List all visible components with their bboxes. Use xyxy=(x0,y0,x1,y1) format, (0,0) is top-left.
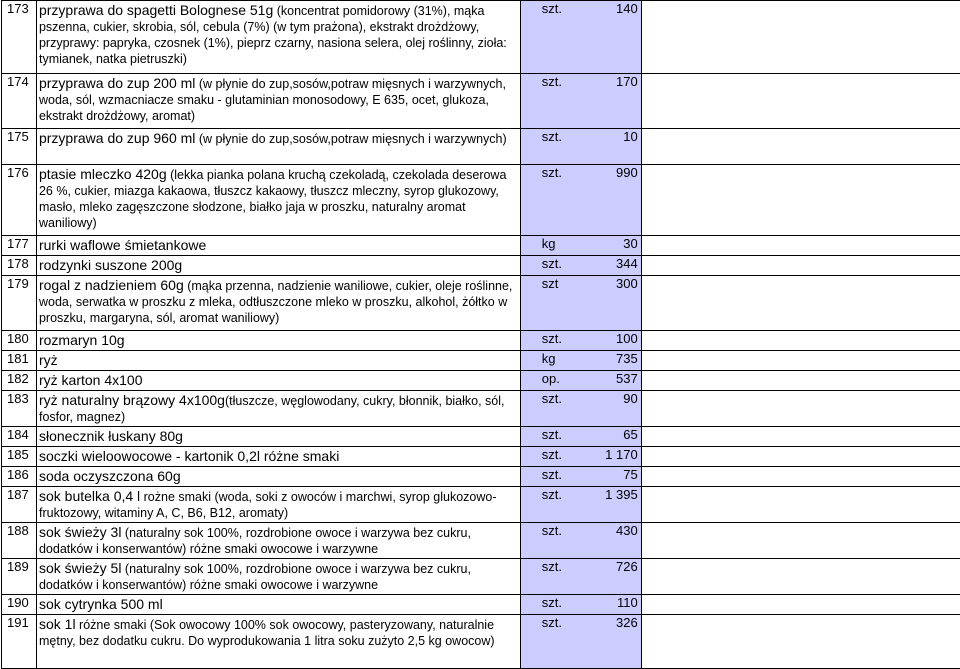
empty-cell xyxy=(641,129,960,165)
product-details: rożne smaki (woda, soki z owoców i marchwi, syrop glukozowo-fruktozowy, witaminy A, C, B6, B12, aromaty) xyxy=(39,490,497,520)
product-name: rurki waflowe śmietankowe xyxy=(39,237,206,253)
product-description xyxy=(36,559,520,595)
row-number: 189 xyxy=(2,559,37,595)
unit: szt. xyxy=(542,1,562,17)
empty-cell xyxy=(641,371,960,391)
quantity: 344 xyxy=(616,256,638,272)
unit: szt. xyxy=(542,523,562,539)
quantity: 735 xyxy=(616,351,638,367)
product-description xyxy=(36,256,520,276)
product-name: sok świeży 5l xyxy=(39,560,121,576)
product-name: rogal z nadzieniem 60g xyxy=(39,277,184,293)
product-name: rozmaryn 10g xyxy=(39,332,125,348)
unit-cell xyxy=(520,391,641,427)
product-details: (tłuszcze, węglowodany, cukry, błonnik, białko, sól, fosfor, magnez) xyxy=(39,394,505,424)
unit-cell xyxy=(520,129,641,165)
product-name: soczki wieloowocowe - kartonik 0,2l różne smaki xyxy=(39,448,339,464)
product-description xyxy=(36,487,520,523)
unit-cell xyxy=(520,276,641,331)
unit-cell xyxy=(520,447,641,467)
table-row xyxy=(2,487,960,523)
table-row xyxy=(2,1,960,74)
product-name: sok cytrynka 500 ml xyxy=(39,596,163,612)
product-description xyxy=(36,391,520,427)
empty-cell xyxy=(641,331,960,351)
row-number: 177 xyxy=(2,236,37,256)
table-row xyxy=(2,559,960,595)
quantity: 326 xyxy=(616,615,638,631)
empty-cell xyxy=(641,165,960,236)
product-description xyxy=(36,351,520,371)
table-row xyxy=(2,467,960,487)
quantity: 75 xyxy=(623,467,637,483)
quantity: 100 xyxy=(616,331,638,347)
table-row xyxy=(2,74,960,129)
table-row xyxy=(2,371,960,391)
product-details: (lekka pianka polana kruchą czekoladą, czekolada deserowa 26 %, cukier, miazga kakaowa, tłuszcz kakaowy, tłuszcz mleczny, syrop glukozowy, masło, mleko zagęszczone słodzone, białko jaja w proszku, naturalny aromat waniliowy) xyxy=(39,168,506,230)
table-row xyxy=(2,427,960,447)
unit-cell xyxy=(520,595,641,615)
table-row xyxy=(2,595,960,615)
row-number: 186 xyxy=(2,467,37,487)
unit-cell xyxy=(520,351,641,371)
product-name: ryż karton 4x100 xyxy=(39,372,143,388)
empty-cell xyxy=(641,447,960,467)
empty-cell xyxy=(641,559,960,595)
unit-cell xyxy=(520,74,641,129)
unit: szt. xyxy=(542,559,562,575)
unit: szt. xyxy=(542,615,562,631)
product-details: (w płynie do zup,sosów,potraw mięsnych i warzywnych) xyxy=(195,132,506,146)
product-table xyxy=(1,0,960,669)
unit-cell xyxy=(520,559,641,595)
quantity: 90 xyxy=(623,391,637,407)
unit-cell xyxy=(520,371,641,391)
table-row xyxy=(2,615,960,669)
quantity: 170 xyxy=(616,74,638,90)
product-name: sok 1l xyxy=(39,616,76,632)
product-details: (mąka przenna, nadzienie waniliowe, cukier, oleje roślinne, woda, serwatka w proszku z mleka, odtłuszczone mleko w proszku, alkohol, żółtko w proszku, margaryna, sól, aromat waniliowy) xyxy=(39,279,512,325)
unit: kg xyxy=(542,236,556,252)
empty-cell xyxy=(641,467,960,487)
empty-cell xyxy=(641,523,960,559)
row-number: 173 xyxy=(2,1,37,74)
product-description xyxy=(36,74,520,129)
unit: szt. xyxy=(542,487,562,503)
row-number: 185 xyxy=(2,447,37,467)
row-number: 184 xyxy=(2,427,37,447)
table-row xyxy=(2,236,960,256)
unit: op. xyxy=(542,371,560,387)
product-details: (naturalny sok 100%, rozdrobione owoce i warzywa bez cukru, dodatków i konserwantów) różne smaki owocowe i warzywne xyxy=(39,562,471,592)
quantity: 30 xyxy=(623,236,637,252)
empty-cell xyxy=(641,1,960,74)
product-name: przyprawa do spagetti Bolognese 51g xyxy=(39,2,273,18)
product-description xyxy=(36,447,520,467)
quantity: 110 xyxy=(617,595,638,611)
product-description xyxy=(36,595,520,615)
product-description xyxy=(36,236,520,256)
product-description xyxy=(36,523,520,559)
product-description xyxy=(36,371,520,391)
row-number: 191 xyxy=(2,615,37,669)
row-number: 187 xyxy=(2,487,37,523)
unit: szt. xyxy=(542,165,562,181)
quantity: 10 xyxy=(623,129,637,145)
product-details: (koncentrat pomidorowy (31%), mąka pszenna, cukier, skrobia, sól, cebula (7%) (w tym prażona), ekstrakt drożdżowy, przyprawy: papryka, czosnek (1%), pieprz czarny, nasiona selera, olej roślinny, zioła: tymianek, natka pietruszki) xyxy=(39,4,507,66)
unit-cell xyxy=(520,615,641,669)
empty-cell xyxy=(641,74,960,129)
table-row xyxy=(2,256,960,276)
product-name: soda oczyszczona 60g xyxy=(39,468,181,484)
empty-cell xyxy=(641,487,960,523)
quantity: 65 xyxy=(623,427,637,443)
empty-cell xyxy=(641,276,960,331)
product-description xyxy=(36,427,520,447)
product-name: słonecznik łuskany 80g xyxy=(39,428,183,444)
product-description xyxy=(36,1,520,74)
unit: szt. xyxy=(542,595,562,611)
unit: kg xyxy=(542,351,556,367)
unit: szt xyxy=(542,276,559,292)
product-name: przyprawa do zup 960 ml xyxy=(39,130,195,146)
row-number: 178 xyxy=(2,256,37,276)
unit: szt. xyxy=(542,331,562,347)
row-number: 190 xyxy=(2,595,37,615)
quantity: 430 xyxy=(616,523,638,539)
quantity: 1 395 xyxy=(605,487,638,503)
unit-cell xyxy=(520,236,641,256)
unit: szt. xyxy=(542,256,562,272)
quantity: 140 xyxy=(616,1,638,17)
product-description xyxy=(36,165,520,236)
quantity: 300 xyxy=(616,276,638,292)
empty-cell xyxy=(641,595,960,615)
row-number: 183 xyxy=(2,391,37,427)
row-number: 179 xyxy=(2,276,37,331)
row-number: 180 xyxy=(2,331,37,351)
product-name: ptasie mleczko 420g xyxy=(39,166,167,182)
row-number: 175 xyxy=(2,129,37,165)
empty-cell xyxy=(641,236,960,256)
unit: szt. xyxy=(542,391,562,407)
row-number: 174 xyxy=(2,74,37,129)
product-description xyxy=(36,331,520,351)
empty-cell xyxy=(641,391,960,427)
quantity: 1 170 xyxy=(605,447,638,463)
unit: szt. xyxy=(542,467,562,483)
unit-cell xyxy=(520,165,641,236)
unit-cell xyxy=(520,487,641,523)
product-name: sok świeży 3l xyxy=(39,524,121,540)
table-row xyxy=(2,523,960,559)
row-number: 176 xyxy=(2,165,37,236)
row-number: 181 xyxy=(2,351,37,371)
unit-cell xyxy=(520,467,641,487)
empty-cell xyxy=(641,615,960,669)
row-number: 188 xyxy=(2,523,37,559)
product-details: (naturalny sok 100%, rozdrobione owoce i warzywa bez cukru, dodatków i konserwantów) różne smaki owocowe i warzywne xyxy=(39,526,471,556)
row-number: 182 xyxy=(2,371,37,391)
quantity: 990 xyxy=(616,165,638,181)
quantity: 537 xyxy=(616,371,638,387)
table-row xyxy=(2,331,960,351)
empty-cell xyxy=(641,351,960,371)
quantity: 726 xyxy=(616,559,638,575)
product-details: różne smaki (Sok owocowy 100% sok owocowy, pasteryzowany, naturalnie mętny, bez dodatku cukru. Do wyprodukowania 1 litra soku zużyto 2,5 kg owocow) xyxy=(39,618,495,648)
unit: szt. xyxy=(542,74,562,90)
unit: szt. xyxy=(542,129,562,145)
product-name: przyprawa do zup 200 ml xyxy=(39,75,195,91)
product-description xyxy=(36,615,520,669)
product-description xyxy=(36,467,520,487)
table-row xyxy=(2,165,960,236)
product-name: ryż xyxy=(39,352,58,368)
unit-cell xyxy=(520,331,641,351)
product-description xyxy=(36,129,520,165)
unit-cell xyxy=(520,427,641,447)
table-row xyxy=(2,276,960,331)
table-row xyxy=(2,351,960,371)
table-row xyxy=(2,129,960,165)
table-row xyxy=(2,447,960,467)
unit-cell xyxy=(520,256,641,276)
unit: szt. xyxy=(542,447,562,463)
product-details: (w płynie do zup,sosów,potraw mięsnych i warzywnych, woda, sól, wzmacniacze smaku - glutaminian monosodowy, E 635, ocet, glukoza, ekstrakt drożdżowy, aromat) xyxy=(39,77,506,123)
product-name: sok butelka 0,4 l xyxy=(39,488,140,504)
product-name: ryż naturalny brązowy 4x100g xyxy=(39,392,225,408)
product-name: rodzynki suszone 200g xyxy=(39,257,182,273)
unit-cell xyxy=(520,523,641,559)
table-row xyxy=(2,391,960,427)
unit: szt. xyxy=(542,427,562,443)
empty-cell xyxy=(641,256,960,276)
unit-cell xyxy=(520,1,641,74)
product-description xyxy=(36,276,520,331)
empty-cell xyxy=(641,427,960,447)
